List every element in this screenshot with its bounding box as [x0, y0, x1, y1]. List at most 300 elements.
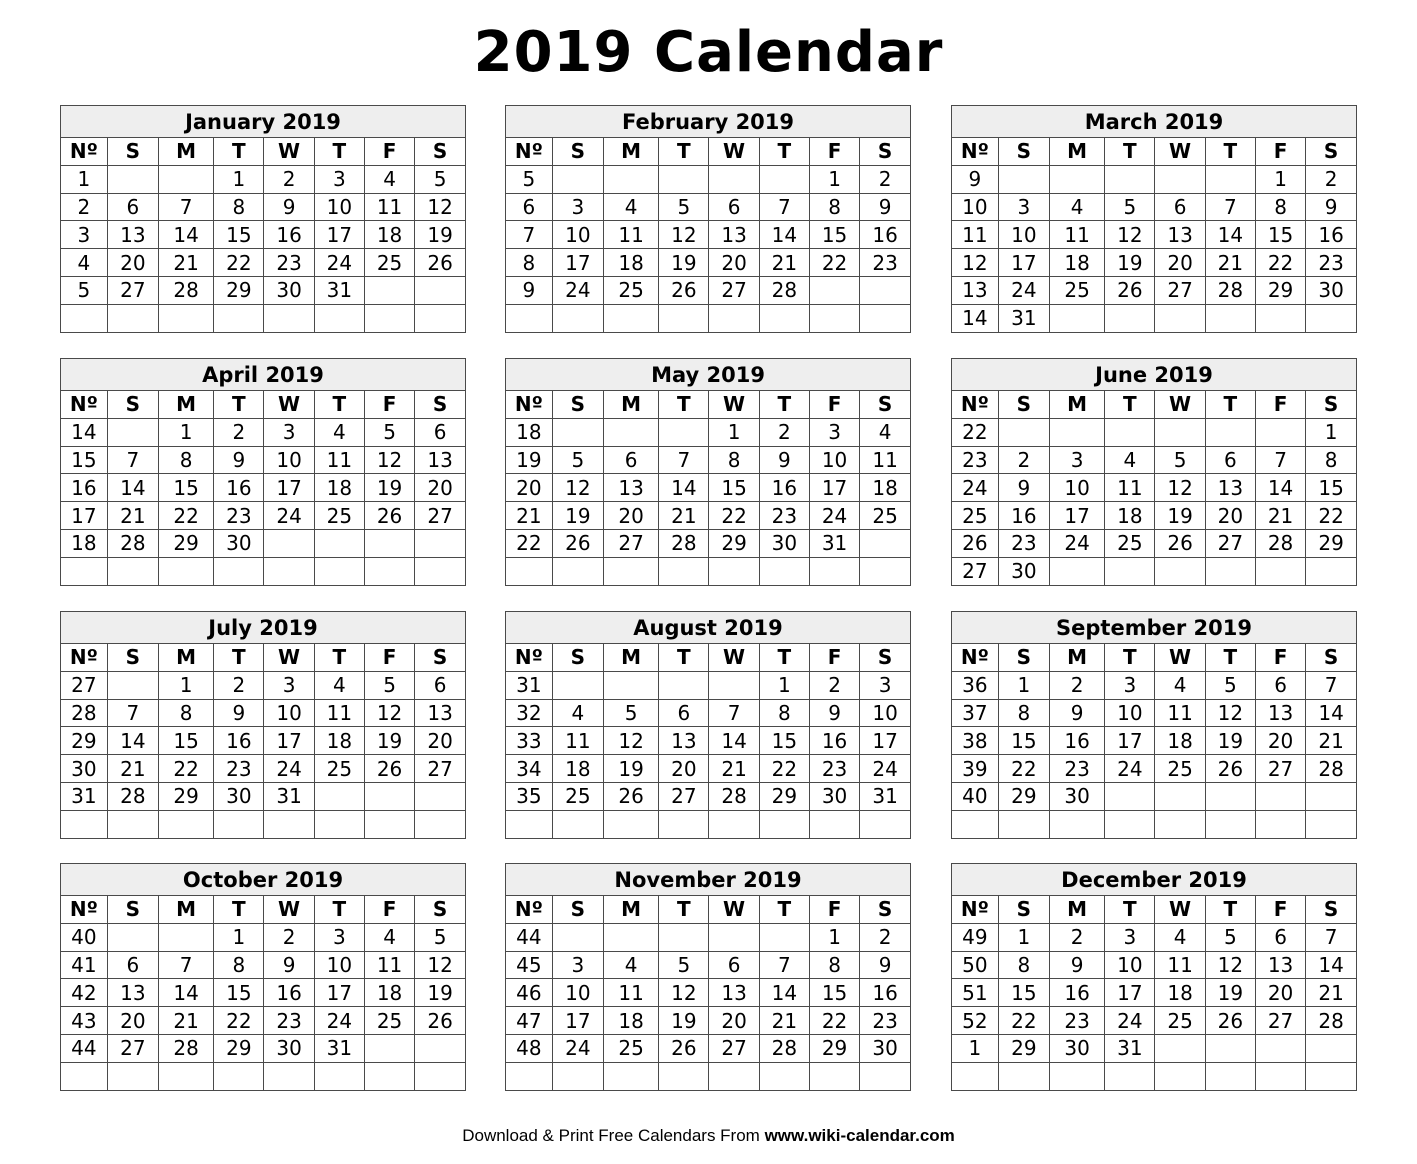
week-number-cell — [952, 810, 998, 837]
weekday-header: M — [1049, 138, 1104, 165]
week-row — [61, 502, 465, 530]
day-cell: 5 — [364, 418, 414, 446]
day-cell: 16 — [998, 502, 1049, 530]
day-cell: 9 — [264, 193, 314, 221]
day-cell: 25 — [364, 1007, 414, 1035]
day-cell: 12 — [1205, 951, 1255, 979]
day-cell — [759, 557, 809, 584]
day-cell: 17 — [998, 249, 1049, 277]
day-cell: 20 — [1255, 727, 1305, 755]
week-row — [952, 671, 1356, 699]
day-cell: 11 — [1049, 221, 1104, 249]
day-cell: 26 — [1105, 276, 1155, 304]
day-cell: 6 — [659, 699, 709, 727]
week-row — [506, 221, 910, 249]
day-cell: 19 — [659, 249, 709, 277]
week-number-cell — [61, 810, 107, 837]
day-cell: 29 — [998, 1034, 1049, 1062]
weekday-header: T — [214, 391, 264, 418]
day-cell: 22 — [214, 1007, 264, 1035]
month-table — [952, 391, 1356, 585]
week-number-cell: 4 — [61, 249, 107, 277]
day-cell — [860, 810, 910, 837]
day-cell: 15 — [709, 474, 759, 502]
month-block — [60, 105, 466, 333]
day-cell: 4 — [552, 699, 603, 727]
day-cell — [1049, 1062, 1104, 1089]
day-cell: 20 — [415, 727, 465, 755]
month-table — [506, 138, 910, 332]
day-cell: 22 — [809, 249, 859, 277]
day-cell: 1 — [214, 923, 264, 951]
day-cell: 6 — [603, 446, 658, 474]
day-cell: 28 — [759, 276, 809, 304]
weekday-header: F — [1255, 391, 1305, 418]
day-cell: 5 — [603, 699, 658, 727]
day-cell — [1205, 782, 1255, 810]
footer-site-link[interactable]: www.wiki-calendar.com — [764, 1126, 955, 1145]
weekday-header: W — [264, 391, 314, 418]
week-row — [952, 557, 1356, 584]
weekday-header-row — [61, 896, 465, 923]
day-cell: 17 — [1105, 727, 1155, 755]
week-number-cell: 23 — [952, 446, 998, 474]
day-cell — [364, 1062, 414, 1089]
day-cell — [1255, 418, 1305, 446]
weekday-header: M — [158, 896, 213, 923]
day-cell: 19 — [1105, 249, 1155, 277]
week-number-cell: 40 — [61, 923, 107, 951]
week-number-cell: 52 — [952, 1007, 998, 1035]
day-cell: 15 — [158, 474, 213, 502]
day-cell: 16 — [214, 727, 264, 755]
weekday-header: M — [158, 644, 213, 671]
week-row — [506, 671, 910, 699]
week-number-cell: 44 — [506, 923, 552, 951]
week-number-cell: 22 — [506, 529, 552, 557]
day-cell: 5 — [1205, 671, 1255, 699]
weekday-header: T — [659, 138, 709, 165]
month-table — [61, 644, 465, 838]
week-number-cell — [506, 1062, 552, 1089]
day-cell: 4 — [860, 418, 910, 446]
day-cell: 26 — [552, 529, 603, 557]
day-cell: 4 — [364, 165, 414, 193]
day-cell: 28 — [107, 782, 158, 810]
day-cell — [860, 1062, 910, 1089]
day-cell: 26 — [364, 755, 414, 783]
day-cell: 14 — [107, 474, 158, 502]
day-cell — [1255, 782, 1305, 810]
month-table — [952, 896, 1356, 1090]
week-row — [952, 951, 1356, 979]
day-cell — [709, 923, 759, 951]
week-number-cell — [61, 1062, 107, 1089]
weekday-header: T — [214, 896, 264, 923]
weekday-header: T — [314, 391, 364, 418]
day-cell: 4 — [1155, 923, 1205, 951]
week-number-cell: 35 — [506, 782, 552, 810]
day-cell: 10 — [264, 446, 314, 474]
weekday-header: S — [415, 138, 465, 165]
day-cell: 30 — [809, 782, 859, 810]
month-title: May 2019 — [506, 359, 910, 391]
week-row — [61, 951, 465, 979]
weekday-header: T — [1205, 138, 1255, 165]
week-row — [506, 699, 910, 727]
day-cell — [1105, 557, 1155, 584]
weekday-header: F — [1255, 138, 1305, 165]
day-cell: 8 — [759, 699, 809, 727]
weekday-header: S — [107, 896, 158, 923]
day-cell: 2 — [1049, 671, 1104, 699]
day-cell: 30 — [860, 1034, 910, 1062]
weekday-header: S — [860, 391, 910, 418]
weekday-header: S — [860, 644, 910, 671]
weekday-header: M — [1049, 896, 1104, 923]
day-cell — [659, 165, 709, 193]
day-cell: 7 — [107, 699, 158, 727]
day-cell: 9 — [860, 193, 910, 221]
day-cell: 18 — [364, 979, 414, 1007]
day-cell: 21 — [1255, 502, 1305, 530]
week-row — [61, 1007, 465, 1035]
day-cell: 13 — [603, 474, 658, 502]
weekday-header: F — [809, 391, 859, 418]
day-cell — [364, 810, 414, 837]
day-cell: 18 — [314, 474, 364, 502]
day-cell: 18 — [1155, 979, 1205, 1007]
day-cell: 6 — [107, 951, 158, 979]
day-cell — [809, 810, 859, 837]
week-row — [952, 755, 1356, 783]
day-cell: 14 — [107, 727, 158, 755]
day-cell — [1205, 1034, 1255, 1062]
day-cell — [214, 810, 264, 837]
day-cell — [1205, 1062, 1255, 1089]
week-number-cell: 27 — [952, 557, 998, 584]
day-cell: 21 — [759, 1007, 809, 1035]
month-title: July 2019 — [61, 612, 465, 644]
week-number-cell: 24 — [952, 474, 998, 502]
day-cell: 10 — [314, 193, 364, 221]
day-cell: 5 — [415, 923, 465, 951]
day-cell: 19 — [659, 1007, 709, 1035]
day-cell: 24 — [552, 1034, 603, 1062]
day-cell: 23 — [1306, 249, 1356, 277]
day-cell — [214, 304, 264, 331]
weekday-header: M — [603, 138, 658, 165]
month-title: November 2019 — [506, 864, 910, 896]
day-cell — [1306, 782, 1356, 810]
day-cell: 21 — [107, 502, 158, 530]
day-cell: 27 — [1255, 755, 1305, 783]
day-cell: 9 — [809, 699, 859, 727]
week-row — [61, 276, 465, 304]
week-row — [61, 304, 465, 331]
day-cell: 28 — [659, 529, 709, 557]
day-cell: 24 — [264, 755, 314, 783]
weekday-header: F — [364, 896, 414, 923]
day-cell: 28 — [1306, 1007, 1356, 1035]
week-number-cell: 50 — [952, 951, 998, 979]
week-row — [952, 221, 1356, 249]
weekday-header: T — [314, 138, 364, 165]
day-cell — [1105, 1062, 1155, 1089]
week-row — [506, 193, 910, 221]
weekday-header: S — [552, 391, 603, 418]
day-cell: 19 — [552, 502, 603, 530]
day-cell: 6 — [1255, 671, 1305, 699]
day-cell: 16 — [1049, 979, 1104, 1007]
weekday-header-row — [506, 138, 910, 165]
day-cell: 3 — [998, 193, 1049, 221]
day-cell — [998, 165, 1049, 193]
month-table — [506, 391, 910, 585]
day-cell: 29 — [759, 782, 809, 810]
day-cell: 2 — [1306, 165, 1356, 193]
week-row — [61, 923, 465, 951]
weekday-header: W — [709, 138, 759, 165]
day-cell: 15 — [214, 221, 264, 249]
week-number-cell: 18 — [61, 529, 107, 557]
weekday-header: W — [709, 391, 759, 418]
day-cell: 21 — [659, 502, 709, 530]
weekday-header: W — [1155, 391, 1205, 418]
day-cell: 10 — [264, 699, 314, 727]
weekday-header: S — [552, 138, 603, 165]
day-cell: 7 — [1255, 446, 1305, 474]
weekday-header: S — [998, 391, 1049, 418]
day-cell — [759, 165, 809, 193]
week-row — [61, 474, 465, 502]
day-cell — [107, 1062, 158, 1089]
day-cell: 19 — [415, 221, 465, 249]
footer-text: Download & Print Free Calendars From — [462, 1126, 765, 1145]
month-block — [60, 358, 466, 586]
week-number-cell: 30 — [61, 755, 107, 783]
day-cell: 25 — [314, 502, 364, 530]
day-cell — [314, 1062, 364, 1089]
month-block — [505, 105, 911, 333]
week-row — [506, 923, 910, 951]
day-cell: 17 — [552, 249, 603, 277]
week-number-header: Nº — [952, 644, 998, 671]
day-cell: 27 — [415, 755, 465, 783]
day-cell — [1105, 165, 1155, 193]
day-cell: 18 — [603, 1007, 658, 1035]
month-table — [506, 896, 910, 1090]
month-title: June 2019 — [952, 359, 1356, 391]
day-cell — [214, 557, 264, 584]
day-cell: 30 — [214, 782, 264, 810]
week-row — [61, 727, 465, 755]
day-cell: 17 — [1049, 502, 1104, 530]
week-row — [506, 755, 910, 783]
week-row — [61, 755, 465, 783]
day-cell: 18 — [1105, 502, 1155, 530]
day-cell: 14 — [1306, 699, 1356, 727]
month-block — [60, 611, 466, 839]
day-cell — [1255, 557, 1305, 584]
week-number-header: Nº — [506, 391, 552, 418]
day-cell: 3 — [1105, 923, 1155, 951]
day-cell — [709, 304, 759, 331]
week-number-cell: 33 — [506, 727, 552, 755]
week-row — [61, 557, 465, 584]
week-number-header: Nº — [61, 138, 107, 165]
week-row — [952, 249, 1356, 277]
week-number-cell: 7 — [506, 221, 552, 249]
day-cell: 11 — [314, 446, 364, 474]
day-cell: 9 — [214, 446, 264, 474]
weekday-header: M — [1049, 391, 1104, 418]
month-block — [951, 358, 1357, 586]
day-cell: 6 — [415, 418, 465, 446]
day-cell: 7 — [759, 951, 809, 979]
day-cell: 16 — [759, 474, 809, 502]
day-cell: 3 — [264, 418, 314, 446]
week-row — [506, 276, 910, 304]
day-cell: 14 — [759, 979, 809, 1007]
weekday-header: M — [1049, 644, 1104, 671]
day-cell: 28 — [1306, 755, 1356, 783]
weekday-header: S — [552, 896, 603, 923]
day-cell — [1255, 1034, 1305, 1062]
week-number-cell: 51 — [952, 979, 998, 1007]
week-number-header: Nº — [952, 138, 998, 165]
day-cell: 25 — [552, 782, 603, 810]
day-cell — [1255, 1062, 1305, 1089]
weekday-header: S — [1306, 391, 1356, 418]
day-cell: 13 — [1255, 951, 1305, 979]
day-cell — [1205, 304, 1255, 331]
day-cell: 4 — [603, 951, 658, 979]
day-cell — [1155, 165, 1205, 193]
day-cell: 23 — [860, 1007, 910, 1035]
week-number-cell: 6 — [506, 193, 552, 221]
day-cell: 12 — [552, 474, 603, 502]
week-number-header: Nº — [952, 391, 998, 418]
day-cell — [364, 529, 414, 557]
day-cell: 23 — [214, 502, 264, 530]
day-cell — [860, 304, 910, 331]
day-cell: 7 — [759, 193, 809, 221]
weekday-header: S — [1306, 644, 1356, 671]
day-cell — [1049, 557, 1104, 584]
week-number-cell: 34 — [506, 755, 552, 783]
day-cell: 25 — [1155, 755, 1205, 783]
day-cell — [264, 1062, 314, 1089]
day-cell: 25 — [1049, 276, 1104, 304]
day-cell: 3 — [314, 923, 364, 951]
day-cell: 6 — [709, 193, 759, 221]
week-number-cell: 37 — [952, 699, 998, 727]
week-row — [61, 193, 465, 221]
day-cell: 4 — [1049, 193, 1104, 221]
day-cell: 23 — [998, 529, 1049, 557]
day-cell — [659, 304, 709, 331]
week-number-cell: 13 — [952, 276, 998, 304]
day-cell: 19 — [415, 979, 465, 1007]
week-row — [61, 979, 465, 1007]
day-cell: 29 — [214, 1034, 264, 1062]
weekday-header: S — [107, 644, 158, 671]
day-cell: 20 — [1205, 502, 1255, 530]
day-cell — [1255, 304, 1305, 331]
day-cell: 11 — [552, 727, 603, 755]
day-cell: 29 — [809, 1034, 859, 1062]
day-cell: 22 — [759, 755, 809, 783]
day-cell: 15 — [998, 979, 1049, 1007]
day-cell — [107, 671, 158, 699]
day-cell: 10 — [314, 951, 364, 979]
week-row — [506, 474, 910, 502]
day-cell: 27 — [709, 276, 759, 304]
week-row — [952, 699, 1356, 727]
day-cell: 31 — [809, 529, 859, 557]
day-cell: 28 — [759, 1034, 809, 1062]
day-cell: 18 — [860, 474, 910, 502]
week-row — [952, 193, 1356, 221]
day-cell: 8 — [998, 699, 1049, 727]
day-cell — [1205, 418, 1255, 446]
week-row — [952, 1062, 1356, 1089]
day-cell: 14 — [1306, 951, 1356, 979]
day-cell: 12 — [603, 727, 658, 755]
day-cell: 24 — [809, 502, 859, 530]
day-cell — [998, 810, 1049, 837]
weekday-header: M — [603, 644, 658, 671]
day-cell: 2 — [214, 671, 264, 699]
day-cell: 21 — [759, 249, 809, 277]
day-cell: 17 — [314, 979, 364, 1007]
day-cell: 10 — [1105, 951, 1155, 979]
weekday-header: S — [415, 644, 465, 671]
week-row — [952, 979, 1356, 1007]
week-number-cell: 48 — [506, 1034, 552, 1062]
month-table — [61, 391, 465, 585]
day-cell — [1306, 557, 1356, 584]
week-number-header: Nº — [61, 896, 107, 923]
day-cell: 2 — [860, 923, 910, 951]
day-cell: 28 — [1255, 529, 1305, 557]
day-cell: 21 — [1306, 727, 1356, 755]
month-title: October 2019 — [61, 864, 465, 896]
day-cell: 30 — [214, 529, 264, 557]
day-cell: 31 — [1105, 1034, 1155, 1062]
day-cell — [603, 810, 658, 837]
day-cell — [158, 1062, 213, 1089]
day-cell: 30 — [1049, 782, 1104, 810]
day-cell: 19 — [1205, 979, 1255, 1007]
day-cell: 31 — [860, 782, 910, 810]
day-cell: 9 — [998, 474, 1049, 502]
day-cell — [415, 782, 465, 810]
day-cell: 14 — [158, 979, 213, 1007]
week-row — [506, 418, 910, 446]
week-row — [506, 165, 910, 193]
week-number-cell: 5 — [61, 276, 107, 304]
day-cell: 16 — [264, 221, 314, 249]
day-cell — [158, 557, 213, 584]
day-cell: 18 — [1155, 727, 1205, 755]
day-cell: 14 — [1255, 474, 1305, 502]
week-number-cell — [506, 810, 552, 837]
day-cell — [1306, 304, 1356, 331]
day-cell: 8 — [998, 951, 1049, 979]
day-cell: 24 — [314, 249, 364, 277]
